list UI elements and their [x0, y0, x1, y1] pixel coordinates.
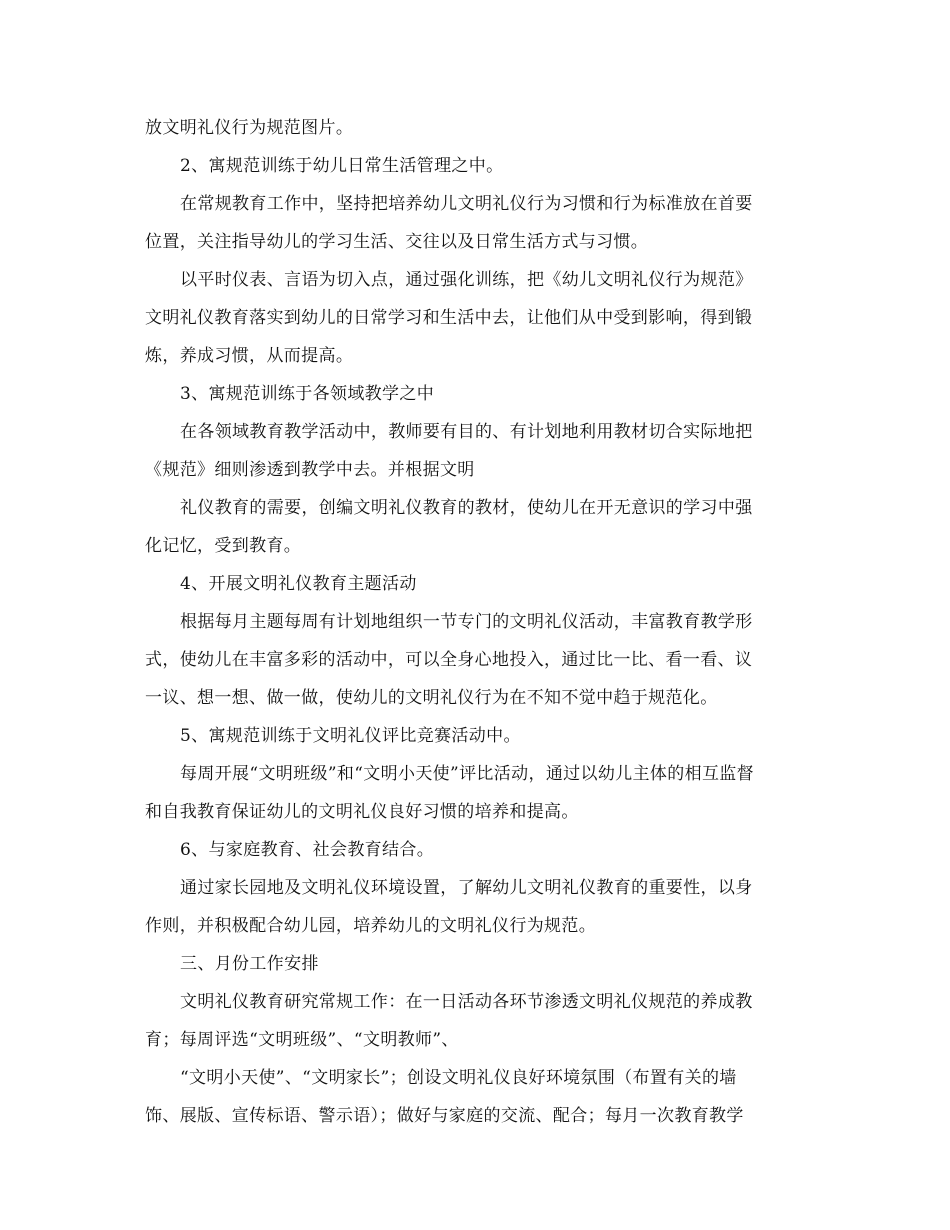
section-heading: 6、与家庭教育、社会教育结合。 — [180, 840, 435, 860]
section-heading: 三、月份工作安排 — [180, 954, 319, 974]
text-line: 在常规教育工作中，坚持把培养幼儿文明礼仪行为习惯和行为标准放在首要 — [180, 194, 753, 214]
text-line: 文明礼仪教育落实到幼儿的日常学习和生活中去，让他们从中受到影响，得到锻 — [145, 308, 753, 328]
text-line: 育；每周评选“文明班级”、“文明教师”、 — [145, 1030, 459, 1050]
text-line: 炼，养成习惯，从而提高。 — [145, 346, 354, 366]
text-line: 化记忆，受到教育。 — [145, 536, 302, 556]
section-heading: 4、开展文明礼仪教育主题活动 — [180, 574, 417, 594]
text-line: 放文明礼仪行为规范图片。 — [145, 118, 354, 138]
text-line: 式，使幼儿在丰富多彩的活动中，可以全身心地投入，通过比一比、看一看、议 — [145, 650, 753, 670]
text-line: 饰、展版、宣传标语、警示语）；做好与家庭的交流、配合；每月一次教育教学 — [145, 1106, 744, 1126]
text-line: 通过家长园地及文明礼仪环境设置，了解幼儿文明礼仪教育的重要性，以身 — [180, 878, 753, 898]
section-heading: 3、寓规范训练于各领域教学之中 — [180, 384, 435, 404]
text-line: 作则，并积极配合幼儿园，培养幼儿的文明礼仪行为规范。 — [145, 916, 597, 936]
text-line: 《规范》细则渗透到教学中去。并根据文明 — [145, 460, 475, 480]
text-line: “文明小天使”、“文明家长”；创设文明礼仪良好环境氛围（布置有关的墙 — [180, 1068, 737, 1088]
text-line: 每周开展“文明班级”和“文明小天使”评比活动，通过以幼儿主体的相互监督 — [180, 764, 755, 784]
text-line: 一议、想一想、做一做，使幼儿的文明礼仪行为在不知不觉中趋于规范化。 — [145, 688, 718, 708]
text-line: 根据每月主题每周有计划地组织一节专门的文明礼仪活动，丰富教育教学形 — [180, 612, 753, 632]
section-heading: 5、寓规范训练于文明礼仪评比竞赛活动中。 — [180, 726, 521, 746]
text-line: 在各领域教育教学活动中，教师要有目的、有计划地利用教材切合实际地把 — [180, 422, 753, 442]
text-line: 位置，关注指导幼儿的学习生活、交往以及日常生活方式与习惯。 — [145, 232, 649, 252]
text-line: 以平时仪表、言语为切入点，通过强化训练，把《幼儿文明礼仪行为规范》 — [180, 270, 753, 290]
text-line: 礼仪教育的需要，创编文明礼仪教育的教材，使幼儿在开无意识的学习中强 — [180, 498, 753, 518]
section-heading: 2、寓规范训练于幼儿日常生活管理之中。 — [180, 156, 504, 176]
text-line: 文明礼仪教育研究常规工作：在一日活动各环节渗透文明礼仪规范的养成教 — [180, 992, 753, 1012]
text-line: 和自我教育保证幼儿的文明礼仪良好习惯的培养和提高。 — [145, 802, 579, 822]
